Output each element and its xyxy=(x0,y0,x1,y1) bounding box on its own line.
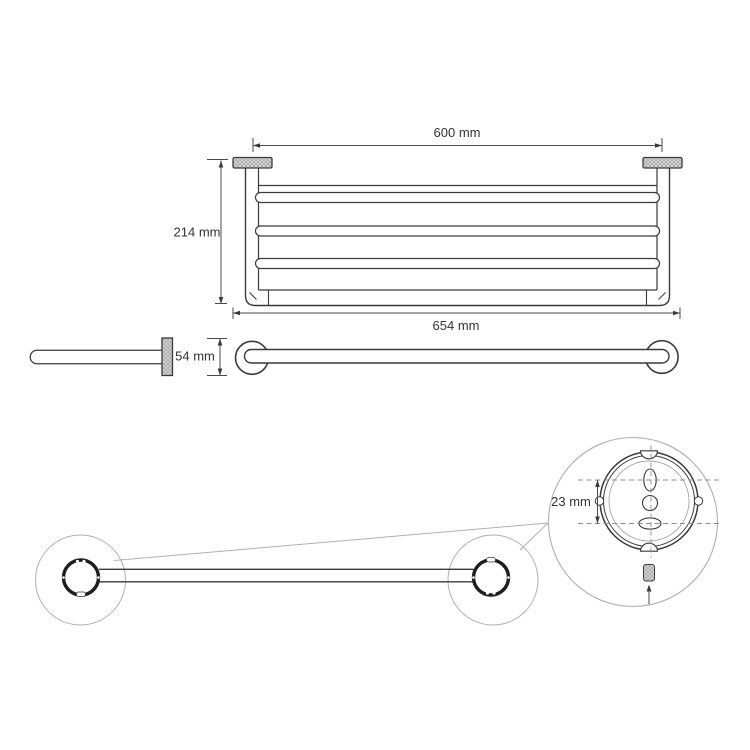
towel-rail-3 xyxy=(256,259,660,269)
dim-214-arrow-bottom xyxy=(219,297,224,304)
bar-side-view xyxy=(30,338,172,376)
dim-23-label: 23 mm xyxy=(551,494,591,509)
dim-600-arrow-left xyxy=(253,143,260,148)
shelf-rail-joint-ticks xyxy=(269,290,647,306)
assembly-bar-edges xyxy=(99,569,474,582)
dim-54-arrow-top xyxy=(218,339,223,346)
plate-right-notch-e xyxy=(507,576,510,579)
towel-bar xyxy=(245,350,670,364)
assembly-zoom-circle-left xyxy=(36,535,126,625)
dimension-654 xyxy=(233,308,680,334)
dim-54-label: 54 mm xyxy=(175,348,215,364)
plate-notch-right xyxy=(694,497,702,505)
grub-screw-icon xyxy=(644,565,655,582)
plate-right-hole-b xyxy=(492,591,495,594)
mounting-plate-right-ring xyxy=(474,560,509,595)
dim-654-arrow-right xyxy=(673,311,680,316)
dim-654-arrow-left xyxy=(233,311,240,316)
dimension-54 xyxy=(175,339,227,376)
plate-left-hole-a xyxy=(76,560,79,563)
dim-654-label: 654 mm xyxy=(432,318,480,333)
mounting-plate-left-ring xyxy=(64,560,99,595)
side-wall-plate xyxy=(162,338,173,376)
detail-callout xyxy=(549,438,723,607)
mounting-plate-left xyxy=(62,560,100,597)
plate-left-hole-b xyxy=(82,560,85,563)
plate-left-slot xyxy=(77,592,86,597)
side-bar-profile xyxy=(30,350,163,364)
detail-circle xyxy=(549,438,718,607)
dim-214-arrow-top xyxy=(219,161,224,168)
wall-mount-cap-right xyxy=(643,158,682,169)
plate-left-notch-w xyxy=(62,576,65,579)
towel-rail-2 xyxy=(256,226,660,236)
shelf-corner-marks xyxy=(250,293,666,300)
towel-rail-1 xyxy=(256,193,660,203)
shelf-front-view xyxy=(233,158,682,306)
plate-right-notch-w xyxy=(472,576,475,579)
callout-leader-lines xyxy=(114,523,548,561)
dim-600-arrow-right xyxy=(655,143,662,148)
towel-bar-front-view xyxy=(236,341,679,375)
shelf-outer-frame xyxy=(246,168,670,306)
mounting-plate-right xyxy=(472,558,510,596)
plate-right-hole-a xyxy=(486,591,489,594)
dimension-214 xyxy=(174,160,228,305)
wall-mount-cap-left xyxy=(233,158,272,169)
dim-600-label: 600 mm xyxy=(433,125,481,140)
mounting-assembly-view xyxy=(36,523,549,625)
dimension-600 xyxy=(253,125,662,152)
plate-right-slot xyxy=(487,558,496,563)
plate-notch-left xyxy=(595,497,603,505)
dim-54-arrow-bottom xyxy=(218,369,223,376)
assembly-zoom-circle-right xyxy=(448,535,538,625)
plate-left-notch-e xyxy=(97,576,100,579)
dim-214-label: 214 mm xyxy=(173,224,221,240)
screw-hole-center xyxy=(643,496,658,511)
